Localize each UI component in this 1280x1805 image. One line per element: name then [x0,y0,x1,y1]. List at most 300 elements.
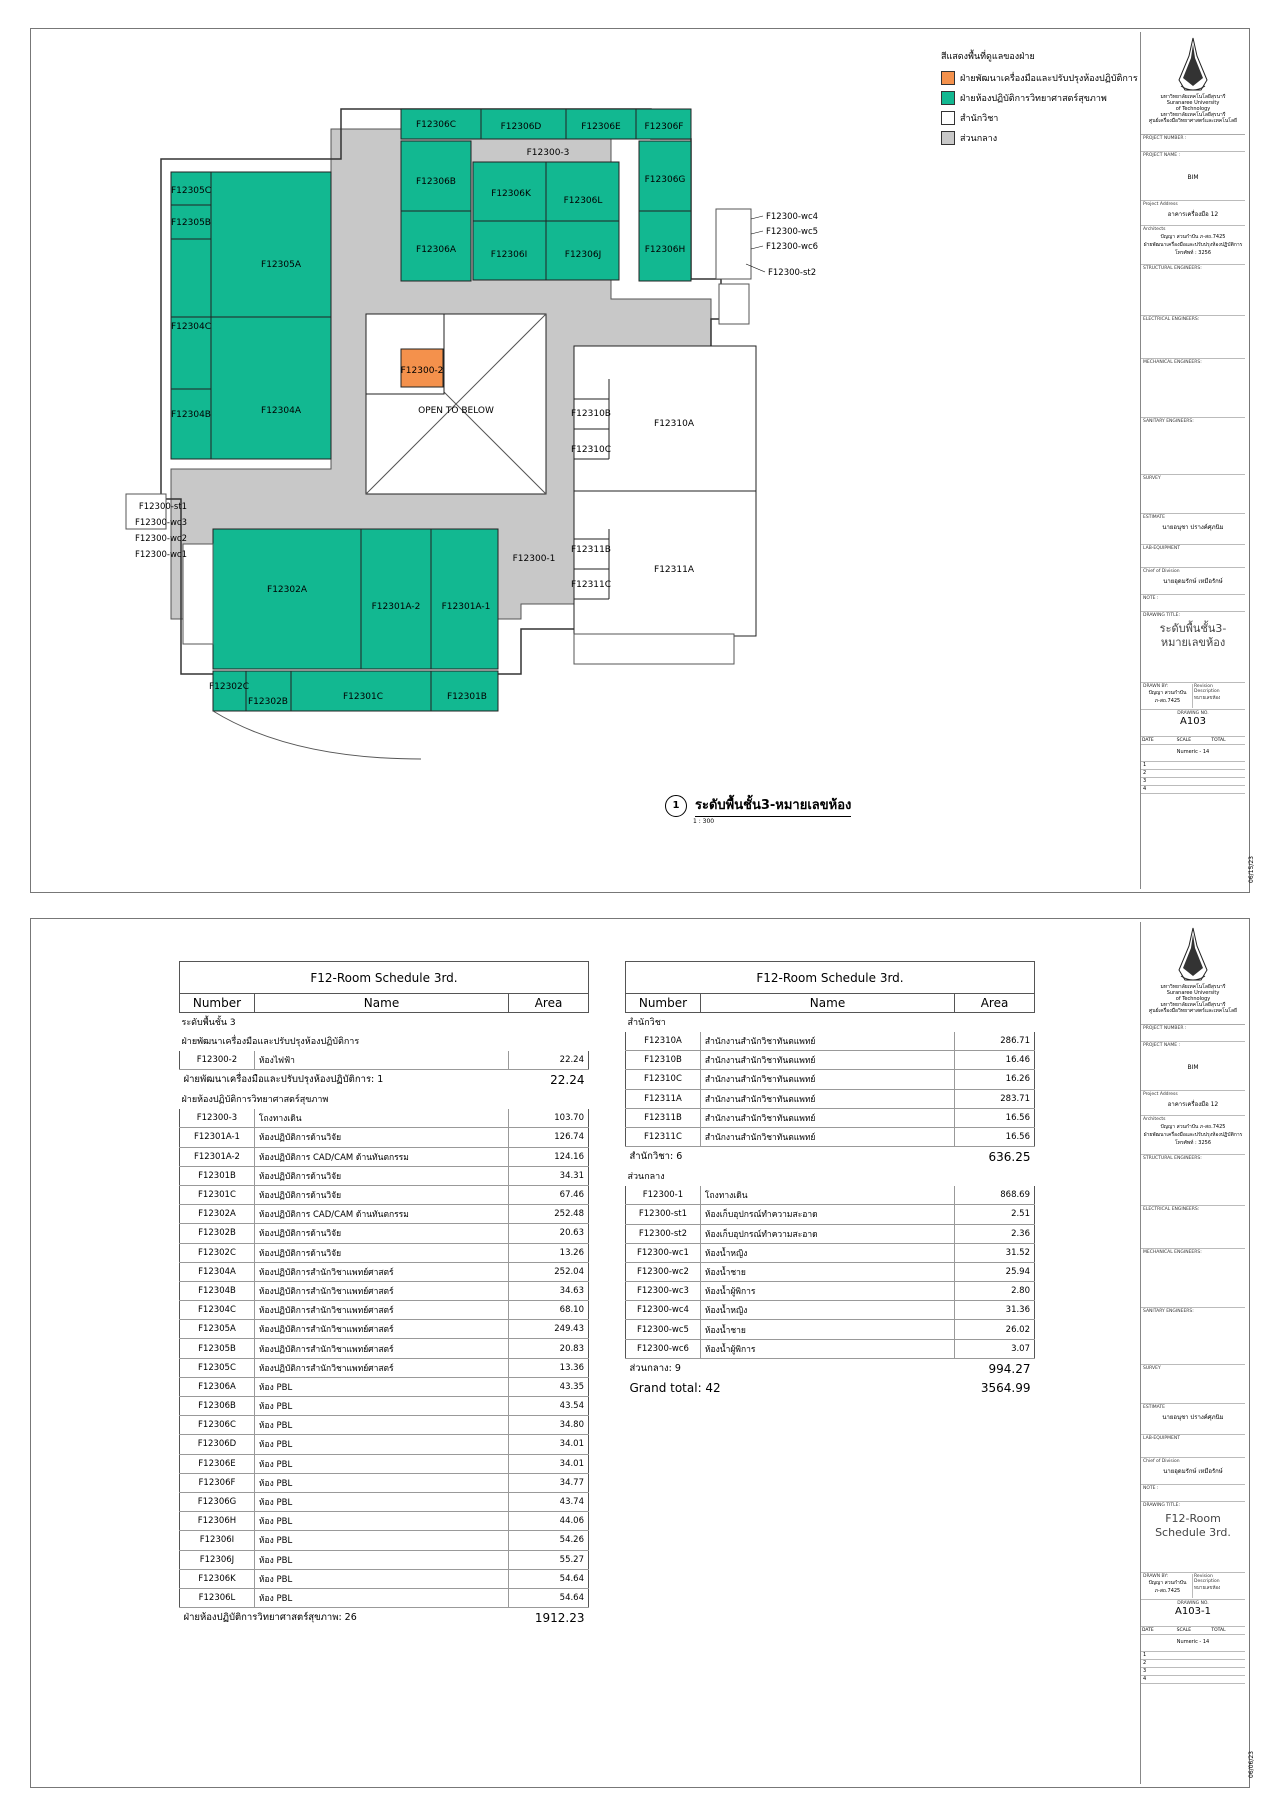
drawing-title-row [1141,1502,1245,1573]
estimate-row [1141,514,1245,545]
rev-row: 4 [1141,1676,1245,1684]
chief-row [1141,1458,1245,1485]
label-F12310A: F12310A [654,419,694,429]
subtotal-label: ส่วนกลาง: 9 [629,1363,681,1375]
cell-name: ห้องปฏิบัติการสำนักวิชาแพทย์ศาสตร์ [254,1262,508,1281]
cell-area: 16.56 [955,1127,1035,1146]
legend-label: ฝ่ายห้องปฏิบัติการวิทยาศาสตร์สุขภาพ [960,94,1107,104]
cell-area: 283.71 [955,1089,1035,1108]
sanitary-label: SANITARY ENGINEERS: [1143,419,1194,424]
label-wc2-text: F12300-wc2 [134,534,187,544]
drawing-title-1: F12-Room [1165,1512,1221,1525]
cell-name: ห้องปฏิบัติการ CAD/CAM ด้านทันตกรรม [254,1205,508,1224]
cell-name: ห้องน้ำชาย [700,1262,954,1281]
numeric: Numeric - 14 [1141,1635,1245,1652]
cell-area: 43.74 [509,1492,589,1511]
cell-number: F12301B [180,1166,255,1185]
subtotal-label: ฝ่ายพัฒนาเครื่องมือและปรับปรุงห้องปฏิบัติการ: 1 [183,1074,384,1086]
label-F12306G: F12306G [644,175,686,185]
cell-number: F12306L [180,1588,255,1607]
cell-number: F12311A [626,1089,701,1108]
project-address-row [1141,201,1245,226]
table-row [180,1205,589,1224]
note-label: NOTE : [1143,596,1159,601]
level-label: ระดับพื้นชั้น 3 [181,1018,236,1029]
cell-number: F12306H [180,1512,255,1531]
table-row [180,1051,589,1070]
cell-area: 55.27 [509,1550,589,1569]
description-label: Description [1194,689,1220,694]
group-name: ฝ่ายห้องปฏิบัติการวิทยาศาสตร์สุขภาพ [181,1095,329,1106]
cell-area: 34.01 [509,1435,589,1454]
table-row [180,1109,589,1128]
drawing-title-label: DRAWING TITLE: [1143,1503,1180,1508]
cell-area: 26.02 [955,1320,1035,1339]
label-F12311C: F12311C [570,580,612,590]
project-name: BIM [1187,1064,1199,1071]
structural-row [1141,265,1245,316]
label-st1-text: F12300-st1 [138,502,187,512]
cell-name: ห้องไฟฟ้า [254,1051,508,1070]
label-F12306L: F12306L [563,196,603,206]
cell-number: F12306F [180,1473,255,1492]
date-scale-total-row [1141,737,1245,745]
cell-number: F12306J [180,1550,255,1569]
architect-3: โทรศัพท์ : 3256 [1174,250,1212,256]
schedule-title: F12-Room Schedule 3rd. [626,962,1035,994]
cell-name: ห้องเก็บอุปกรณ์ทำความสะอาด [700,1205,954,1224]
label-F12306B: F12306B [416,177,456,187]
cell-number: F12306D [180,1435,255,1454]
architects-label: Architects [1143,227,1166,232]
cell-name: ห้องปฏิบัติการ CAD/CAM ด้านทันตกรรม [254,1147,508,1166]
table-row [180,1320,589,1339]
cell-area: 2.80 [955,1282,1035,1301]
table-row [626,1070,1035,1089]
estimate-label: ESTIMATE [1143,515,1165,520]
cell-name: ห้องปฏิบัติการสำนักวิชาแพทย์ศาสตร์ [254,1301,508,1320]
label-wc6: F12300-wc6 [766,242,819,252]
table-row [180,1224,589,1243]
mechanical-label: MECHANICAL ENGINEERS: [1143,1250,1202,1255]
table-row [626,1032,1035,1051]
cell-number: F12301A-2 [180,1147,255,1166]
drawn-by-label: DRAWN BY: [1143,1574,1168,1579]
subtotal-label: สำนักวิชา: 6 [629,1151,683,1163]
legend-swatch-orange [941,71,955,85]
cell-number: F12302A [180,1205,255,1224]
cell-number: F12300-wc1 [626,1243,701,1262]
cell-name: ห้อง PBL [254,1569,508,1588]
drawn-by: ปัญญา สวนกำปัน [1148,690,1187,696]
lab-row [1141,1435,1245,1458]
electrical-label: ELECTRICAL ENGINEERS: [1143,1207,1200,1212]
table-row [626,1339,1035,1358]
electrical-label: ELECTRICAL ENGINEERS: [1143,317,1200,322]
label-F12304A: F12304A [261,406,301,416]
project-name-label: PROJECT NAME : [1143,1043,1180,1048]
rev-row: 3 [1141,1668,1245,1676]
col-area: Area [955,994,1035,1013]
cell-area: 34.63 [509,1281,589,1300]
drawing-no-label: DRAWING NO. [1177,711,1209,716]
label-F12306I: F12306I [490,250,528,260]
drawn-by-label: DRAWN BY: [1143,684,1168,689]
legend-item [941,91,1138,105]
table-row [180,1473,589,1492]
cell-area: 68.10 [509,1301,589,1320]
project-name-row [1141,152,1245,201]
table-row [626,1320,1035,1339]
sanitary-row [1141,418,1245,475]
group-header [626,1167,1035,1186]
cell-name: ห้อง PBL [254,1377,508,1396]
estimate-label: ESTIMATE [1143,1405,1165,1410]
lab-row [1141,545,1245,568]
cell-name: โถงทางเดิน [700,1186,954,1205]
cell-number: F12300-st2 [626,1224,701,1243]
university-name-th: มหาวิทยาลัยเทคโนโลยีสุรนารี [1160,94,1226,100]
project-number-label: PROJECT NUMBER : [1143,136,1187,141]
cell-number: F12306I [180,1531,255,1550]
architect-2: ฝ่ายพัฒนาเครื่องมือและปรับปรุงห้องปฏิบัติการ [1143,1132,1243,1138]
structural-label: STRUCTURAL ENGINEERS: [1143,1156,1202,1161]
architects-row [1141,226,1245,265]
drawing-title-2: หมายเลขห้อง [1160,636,1226,649]
drawing-sheet-floor-plan [30,28,1255,893]
cell-number: F12306A [180,1377,255,1396]
project-address: อาคารเครื่องมือ 12 [1167,211,1219,218]
cell-name: สำนักงานสำนักวิชาทันตแพทย์ [700,1089,954,1108]
survey-label: SURVEY [1143,476,1161,481]
university-name-th: มหาวิทยาลัยเทคโนโลยีสุรนารี [1160,984,1226,990]
project-address-label: Project Address [1143,202,1178,207]
cell-name: สำนักงานสำนักวิชาทันตแพทย์ [700,1070,954,1089]
cell-area: 249.43 [509,1320,589,1339]
rev-row: 3 [1141,778,1245,786]
cell-number: F12311B [626,1108,701,1127]
cell-name: ห้องปฏิบัติการด้านวิจัย [254,1128,508,1147]
cell-area: 16.26 [955,1070,1035,1089]
cell-number: F12310B [626,1051,701,1070]
title-block-logo [1141,32,1245,135]
left-wc-labels [91,499,187,563]
cell-number: F12300-wc2 [626,1262,701,1281]
subtotal-value: 994.27 [988,1361,1031,1376]
date-label: DATE [1142,1628,1154,1633]
lab-label: LAB-EQUIPMENT [1143,546,1180,551]
center-name: ศูนย์เครื่องมือวิทยาศาสตร์และเทคโนโลยี [1149,1008,1237,1014]
legend-swatch-green [941,91,955,105]
room-schedule-right [625,961,1035,1398]
table-row [180,1301,589,1320]
center-name: ศูนย์เครื่องมือวิทยาศาสตร์และเทคโนโลยี [1149,118,1237,124]
col-number: Number [180,994,255,1013]
cell-number: F12300-3 [180,1109,255,1128]
cell-area: 16.46 [955,1051,1035,1070]
label-F12302B: F12302B [248,697,288,707]
cell-name: ห้องปฏิบัติการด้านวิจัย [254,1166,508,1185]
sanitary-label: SANITARY ENGINEERS: [1143,1309,1194,1314]
table-row [180,1166,589,1185]
structural-row [1141,1155,1245,1206]
date-label: DATE [1142,738,1154,743]
view-scale: 1 : 300 [693,818,715,825]
numeric: Numeric - 14 [1141,745,1245,762]
cell-name: ห้องปฏิบัติการสำนักวิชาแพทย์ศาสตร์ [254,1320,508,1339]
cell-number: F12300-wc4 [626,1301,701,1320]
cell-area: 43.54 [509,1397,589,1416]
table-row [180,1550,589,1569]
project-number-row [1141,135,1245,152]
sanitary-row [1141,1308,1245,1365]
table-row [180,1416,589,1435]
cell-area: 13.36 [509,1358,589,1377]
cell-name: ห้อง PBL [254,1531,508,1550]
room-schedule-left [179,961,589,1628]
table-row [180,1531,589,1550]
drawn-by-row [1141,1573,1245,1600]
subtotal-row [180,1070,589,1090]
label-F12311B: F12311B [571,545,611,555]
schedule-title: F12-Room Schedule 3rd. [180,962,589,994]
table-row [180,1397,589,1416]
table-row [180,1147,589,1166]
label-F12306H: F12306H [644,245,686,255]
label-F12310C: F12310C [570,445,612,455]
table-row [180,1512,589,1531]
legend-label: ฝ่ายพัฒนาเครื่องมือและปรับปรุงห้องปฏิบัติการ [960,74,1138,84]
cell-number: F12311C [626,1127,701,1146]
cell-area: 34.80 [509,1416,589,1435]
cell-number: F12300-st1 [626,1205,701,1224]
subtotal-row [180,1608,589,1628]
grand-total-label: Grand total: 42 [629,1380,721,1395]
cell-area: 103.70 [509,1109,589,1128]
university-name-en-2: of Technology [1175,996,1211,1002]
rev-row: 2 [1141,770,1245,778]
cell-number: F12305A [180,1320,255,1339]
table-row [180,1492,589,1511]
table-row [626,1282,1035,1301]
cell-area: 54.26 [509,1531,589,1550]
university-name-en-1: Suranaree University [1166,100,1220,106]
university-name-th2: มหาวิทยาลัยเทคโนโลยีสุรนารี [1160,112,1226,118]
cell-area: 286.71 [955,1032,1035,1051]
label-F12300-1: F12300-1 [512,554,556,564]
total-label: TOTAL [1211,738,1226,743]
note-label: NOTE : [1143,1486,1159,1491]
chief-name: นายอุดมรักษ์ เหมือรักษ์ [1163,1468,1223,1475]
cell-area: 20.63 [509,1224,589,1243]
view-title-text: ระดับพื้นชั้น3-หมายเลขห้อง [695,794,851,817]
label-wc1-text: F12300-wc1 [134,550,187,560]
cell-number: F12304B [180,1281,255,1300]
cell-number: F12301A-1 [180,1128,255,1147]
rev-row: 2 [1141,1660,1245,1668]
col-name: Name [700,994,954,1013]
label-F12302A: F12302A [267,585,307,595]
subtotal-label: ฝ่ายห้องปฏิบัติการวิทยาศาสตร์สุขภาพ: 26 [183,1612,357,1624]
cell-name: ห้อง PBL [254,1473,508,1492]
electrical-row [1141,316,1245,359]
cell-name: ห้องน้ำผู้พิการ [700,1339,954,1358]
cell-number: F12304A [180,1262,255,1281]
survey-label: SURVEY [1143,1366,1161,1371]
floor-plan[interactable] [91,59,851,809]
cell-name: ห้องปฏิบัติการด้านวิจัย [254,1185,508,1204]
revision-label: Revision [1194,1574,1213,1579]
cell-area: 44.06 [509,1512,589,1531]
project-number-row [1141,1025,1245,1042]
table-row [626,1262,1035,1281]
drawing-no: A103-1 [1175,1606,1211,1617]
architects-label: Architects [1143,1117,1166,1122]
label-st2: F12300-st2 [768,268,817,278]
subtotal-row [626,1358,1035,1378]
drawing-no-label: DRAWING NO. [1177,1601,1209,1606]
table-row [626,1127,1035,1146]
cell-name: ห้องเก็บอุปกรณ์ทำความสะอาด [700,1224,954,1243]
table-row [180,1281,589,1300]
legend-item [941,111,1138,125]
side-date: 06/15/23 [1248,856,1255,883]
table-row [180,1454,589,1473]
label-open-to-below: OPEN TO BELOW [418,406,494,416]
label-wc3-text: F12300-wc3 [134,518,187,528]
table-row [626,1089,1035,1108]
cell-area: 34.31 [509,1166,589,1185]
cell-area: 43.35 [509,1377,589,1396]
label-F12306K: F12306K [491,189,531,199]
drawing-sheet-room-schedule [30,918,1255,1788]
label-F12310B: F12310B [571,409,611,419]
drawn-by-2: ภ-สถ.7425 [1154,698,1181,704]
label-wc5: F12300-wc5 [766,227,819,237]
drawn-by: ปัญญา สวนกำปัน [1148,1580,1187,1586]
label-F12301A-2: F12301A-2 [371,602,421,612]
table-row [180,1435,589,1454]
description-label: Description [1194,1579,1220,1584]
cell-number: F12306C [180,1416,255,1435]
cell-name: ห้อง PBL [254,1454,508,1473]
cell-name: สำนักงานสำนักวิชาทันตแพทย์ [700,1032,954,1051]
cell-area: 34.01 [509,1454,589,1473]
label-F12300-3: F12300-3 [526,148,570,158]
legend-label: ส่วนกลาง [960,134,998,144]
table-row [626,1243,1035,1262]
cell-area: 54.64 [509,1588,589,1607]
chief-row [1141,568,1245,595]
estimate-name: นายอนุชา ปรางค์ศุภนิม [1162,524,1224,531]
cell-number: F12306E [180,1454,255,1473]
label-F12304B: F12304B [171,410,211,420]
label-wc4: F12300-wc4 [766,212,819,222]
electrical-row [1141,1206,1245,1249]
project-name-label: PROJECT NAME : [1143,153,1180,158]
total-label: TOTAL [1211,1628,1226,1633]
table-row [180,1358,589,1377]
cell-area: 34.77 [509,1473,589,1492]
drawing-title-label: DRAWING TITLE: [1143,613,1180,618]
cell-name: ห้อง PBL [254,1588,508,1607]
cell-name: ห้องน้ำหญิง [700,1301,954,1320]
label-F12306E: F12306E [581,122,621,132]
group-name: สำนักวิชา [627,1018,666,1029]
col-area: Area [509,994,589,1013]
table-row [180,1569,589,1588]
table-row [180,1377,589,1396]
description: หมายเลขห้อง [1194,696,1221,701]
cell-number: F12300-wc3 [626,1282,701,1301]
cell-area: 16.56 [955,1108,1035,1127]
cell-name: ห้อง PBL [254,1512,508,1531]
label-F12301B: F12301B [447,692,487,702]
legend-title: สีแสดงพื้นที่ดูแลของฝ่าย [941,52,1035,62]
col-number: Number [626,994,701,1013]
drawing-no-row [1141,1600,1245,1627]
label-F12306F: F12306F [644,122,684,132]
structural-label: STRUCTURAL ENGINEERS: [1143,266,1202,271]
legend-item [941,71,1138,85]
group-header [626,1013,1035,1032]
architect-1: ปัญญา สวนกำปัน ภ-สถ.7425 [1160,1124,1226,1130]
rev-row: 1 [1141,1652,1245,1660]
drawing-title-row [1141,612,1245,683]
label-F12301A-1: F12301A-1 [441,602,491,612]
cell-number: F12310A [626,1032,701,1051]
table-row [626,1186,1035,1205]
subtotal-row [626,1147,1035,1167]
group-header [180,1090,589,1109]
legend-item [941,131,1138,145]
table-row [626,1108,1035,1127]
cell-number: F12306K [180,1569,255,1588]
cell-name: สำนักงานสำนักวิชาทันตแพทย์ [700,1127,954,1146]
label-F12302C: F12302C [208,682,250,692]
drawing-title-2: Schedule 3rd. [1155,1526,1231,1539]
label-F12311A: F12311A [654,565,694,575]
project-name: BIM [1187,174,1199,181]
cell-area: 67.46 [509,1185,589,1204]
drawing-no: A103 [1180,716,1206,727]
cell-number: F12300-wc5 [626,1320,701,1339]
project-name-row [1141,1042,1245,1091]
survey-row [1141,1365,1245,1404]
cell-area: 126.74 [509,1128,589,1147]
cell-name: สำนักงานสำนักวิชาทันตแพทย์ [700,1108,954,1127]
table-row [180,1243,589,1262]
university-logo [1173,926,1213,984]
cell-number: F12300-2 [180,1051,255,1070]
cell-name: ห้องปฏิบัติการสำนักวิชาแพทย์ศาสตร์ [254,1281,508,1300]
table-row [180,1339,589,1358]
cell-name: ห้องน้ำชาย [700,1320,954,1339]
table-row [626,1301,1035,1320]
architects-row [1141,1116,1245,1155]
cell-name: ห้องปฏิบัติการด้านวิจัย [254,1243,508,1262]
subtotal-value: 1912.23 [534,1610,585,1625]
date-scale-total-row [1141,1627,1245,1635]
cell-number: F12306B [180,1397,255,1416]
cell-area: 2.51 [955,1205,1035,1224]
rev-row: 4 [1141,786,1245,794]
table-row [180,1262,589,1281]
title-block [1140,32,1255,889]
cell-area: 252.48 [509,1205,589,1224]
cell-name: ห้อง PBL [254,1492,508,1511]
cell-name: สำนักงานสำนักวิชาทันตแพทย์ [700,1051,954,1070]
